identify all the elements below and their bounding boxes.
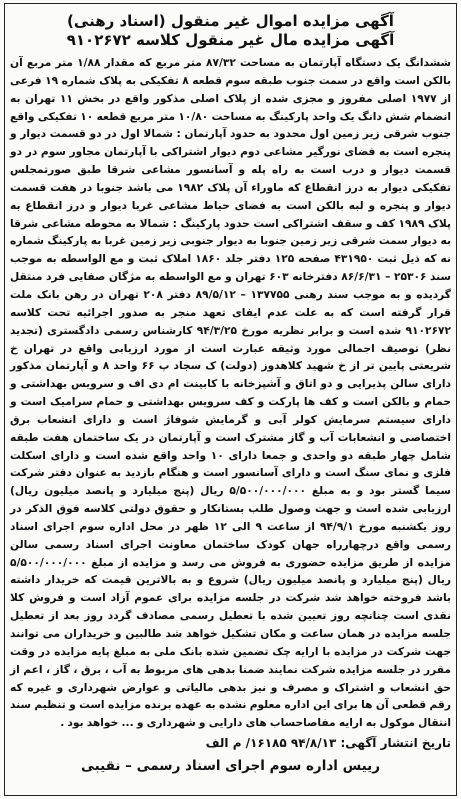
publication-code: ۱۶۱۸۵/ م الف [205, 736, 287, 751]
notice-subtitle: آگهی مزایده مال غیر منقول کلاسه ۹۱۰۲۶۷۲ [66, 31, 395, 49]
publication-line [8, 734, 453, 752]
signature-line: رییس اداره سوم اجرای اسناد رسمی – نقیبی [80, 758, 381, 775]
notice-title: آگهی مزایده اموال غیر منقول (اسناد رهنی) [67, 12, 394, 30]
publication-date: ۹۴/۸/۱۳ [290, 736, 337, 751]
publication-label: تاریخ انتشار آگهی: [340, 736, 451, 751]
notice-body: ششدانگ یک دستگاه آپارتمان به مساحت ۸۷/۳۲ متر مربع که مقدار ۱/۸۸ متر مربع آن بالکن است واقع در سمت جنوب طبقه سوم قطعه ۸ تفکیکی به پلاک شماره ۱۹ فرعی از ۱۹۷۷ اصلی مفروز و مجزی شده از پلاک اصلی مذکور واقع در بخش ۱۱ تهران به انضمام شش دانگ یک واحد پارکینگ به مساحت ۱۰/۸۰ متر مربع قطعه ۱۰ تفکیکی واقع جنوب شرقی زیر زمین اول محدود به حدود آپارتمان : شمالا اول در دو قسمت دیوار و پنجره است به فضای نورگیر مشاعی دوم دیوار اشتراکی با آپارتمان مجاور سوم در دو قسمت دیوار و درب است به راه پله و آسانسور مشاعی شرقا طبق صورتمجلس تفکیکی دیوار به درز انقطاع که ماوراء آن پلاک ۱۹۸۲ می باشد جنوبا در هفت قسمت دیوار و پنجره و لبه بالکن است به فضای حیاط مشاعی غربا دیوار و درز انقطاع به پلاک ۱۹۸۹ کف و سقف اشتراکی است حدود پارکینگ : شمالا به محوطه مشاعی شرقا به دیوار سمت شرقی زیر زمین جنوبا به دیوار جنوبی زیر زمین غربا به پارکینگ شماره نه که ذیل ثبت ۴۳۱۹۵۰ صفحه ۱۲۵ دفتر جلد ۱۸۶۰ املاک ثبت و مع الواسطه به موجب سند ۲۵۳۰۶ – ۸۶/۶/۳۱ دفترخانه ۶۰۳ تهران و مع الواسطه به مژگان صفایی فرد منتقل گردیده و به موجب سند رهنی ۱۳۷۷۵۵ – ۸۹/۵/۱۲ دفتر ۲۰۸ تهران در رهن بانک ملت قرار گرفته است که به علت عدم ایفای تعهد منجر به صدور اجرائیه تحت کلاسه ۹۱۰۲۶۷۲ شده است و برابر نظریه مورخ ۹۴/۳/۲۵ کارشناس رسمی دادگستری (تجدید نظر) توصیف اجمالی مورد وثیقه عبارت است از مورد ارزیابی واقع در تهران خ شریعتی پایین تر از خ شهید کلاهدوز (دولت) ک سجاد پ ۶۶ واحد ۸ و آپارتمان مذکور دارای سالن پذیرایی و دو اتاق و آشپزخانه با کابینت ام دی اف و سرویس بهداشتی و حمام و بالکن است و کف ها پارکت و کف سرویس بهداشتی و حمام سرامیک است و دارای سیستم سرمایش کولر آبی و گرمایش شوفاژ است و دارای انشعاب برق اختصاصی و انشعابات آب و گاز مشترک است و آپارتمان در یک ساختمان هفت طبقه شامل چهار طبقه دو واحدی و جمعا دارای ۱۰ واحد واقع شده است و دارای اسکلت فلزی و نمای سنگ است و دارای آسانسور است و هنگام بازدید به عنوان دفتر شرکت سیما گستر بود و به مبلغ ۵/۵۰۰/۰۰۰/۰۰۰ ریال (پنج میلیارد و پانصد میلیون ریال) ارزیابی شده است و جهت وصول طلب بستانکار و حقوق دولتی کلاسه فوق الذکر در روز یکشنبه مورخ ۹۴/۹/۱ از ساعت ۹ الی ۱۲ ظهر در محل اداره سوم اجرای اسناد رسمی واقع درچهارراه جهان کودک ساختمان معاونت اجرای اسناد رسمی سالن مزایده از طریق مزایده حضوری به فروش می رسد و مزایده از مبلغ ۵/۵۰۰/۰۰۰/۰۰۰ ریال (پنج میلیارد و پانصد میلیون ریال) شروع و به بالاترین قیمت که خریدار داشته باشد فروخته خواهد شد شرکت در جلسه مزایده برای عموم آزاد است و فروش کلا نقدی است چنانچه روز تعیین شده با تعطیل رسمی مصادف گردد روز بعد از تعطیل جلسه مزایده در همان ساعت و مکان تشکیل خواهد شد طالبین و خریداران می توانند جهت شرکت در مزایده با ارایه چک تضمین شده بانک ملی به مبلغ پایه مزایده در وقت مقرر در جلسه مزایده شرکت نمایند ضمنا بدهی های مربوط به آب ، برق ، گاز ، اعم از حق انشعاب و اشتراک و مصرف و نیز بدهی مالیاتی و عوارض شهرداری و غیره که رقم قطعی آن ها برای این اداره معلوم نشده به عهده برنده مزایده است و تنظیم سند انتقال موکول به ارایه مفاصاحساب های دارایی و شهرداری و ... خواهد بود . [10, 56, 452, 730]
notice-header [8, 12, 453, 50]
